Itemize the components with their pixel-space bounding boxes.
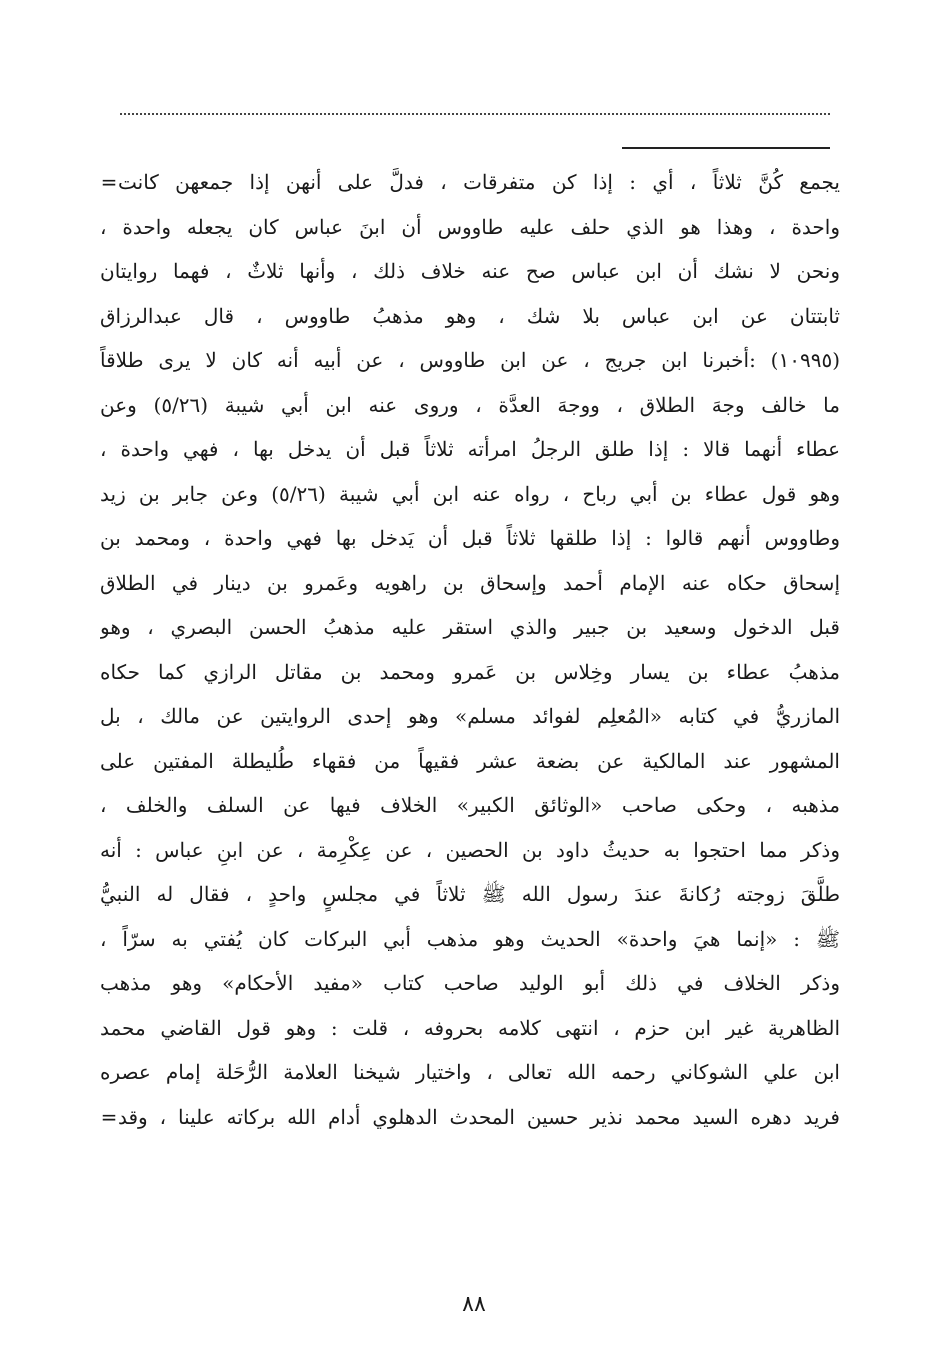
line-text: وذكر مما احتجوا به حديثُ داود بن الحصين ، عن عِكْرِمة ، عن ابنِ عباس : أنه bbox=[100, 837, 840, 862]
text-line bbox=[100, 1006, 840, 1051]
line-text: يجمع كُنَّ ثلاثاً ، أي : إذا كن متفرقات ، فدلَّ على أنهن إذا جمعهن كانت bbox=[118, 170, 840, 195]
page-number: ٨٨ bbox=[462, 1292, 486, 1317]
continuation-mark-end: = bbox=[100, 1104, 118, 1129]
line-text: عطاء أنهما قالا : إذا طلق الرجلُ امرأته ثلاثاً قبل أن يدخل بها ، فهي واحدة ، bbox=[100, 437, 840, 462]
line-text: المشهور عند المالكية عن بضعة عشر فقيهاً من فقهاء طُليطلة المفتين على bbox=[100, 748, 840, 773]
text-line bbox=[100, 694, 840, 739]
text-line bbox=[100, 917, 840, 962]
text-line bbox=[100, 1050, 840, 1095]
text-line bbox=[100, 650, 840, 695]
text-line bbox=[100, 516, 840, 561]
text-line bbox=[100, 338, 840, 383]
line-text: ما خالف وجهَ الطلاق ، ووجهَ العدَّة ، وروى عنه ابن أبي شيبة (٥/٢٦) وعن bbox=[100, 392, 840, 417]
line-text: وذكر الخلاف في ذلك أبو الوليد صاحب كتاب «مفيد الأحكام» وهو مذهب bbox=[100, 971, 840, 996]
line-text: فريد دهره السيد محمد نذير حسين المحدث الدهلوي أدام الله بركاته علينا ، وقد bbox=[118, 1104, 840, 1129]
line-text: المازريُّ في كتابه «المُعلِم لفوائد مسلم» وهو إحدى الروايتين عن مالك ، بل bbox=[100, 704, 840, 729]
text-line bbox=[100, 605, 840, 650]
text-line bbox=[100, 294, 840, 339]
text-line bbox=[100, 739, 840, 784]
text-line bbox=[100, 561, 840, 606]
line-text: (١٠٩٩٥) :أخبرنا ابن جريج ، عن ابن طاووس ، عن أبيه أنه كان لا يرى طلاقاً bbox=[100, 348, 840, 373]
text-line bbox=[100, 783, 840, 828]
footnote-separator-rule bbox=[622, 147, 830, 149]
text-line bbox=[100, 205, 840, 250]
text-line bbox=[100, 828, 840, 873]
text-line bbox=[100, 472, 840, 517]
text-line bbox=[100, 961, 840, 1006]
text-line bbox=[100, 249, 840, 294]
text-line bbox=[100, 872, 840, 917]
line-text: ﷺ : «إنما هيَ واحدة» الحديث وهو مذهب أبي البركات كان يُفتي به سرّاً ، bbox=[100, 926, 840, 951]
line-text: واحدة ، وهذا هو الذي حلف عليه طاووس أن ابنَ عباس كان يجعله واحدة ، bbox=[100, 214, 840, 239]
text-line bbox=[100, 1095, 840, 1140]
text-line bbox=[100, 160, 840, 205]
line-text: مذهبه ، وحكى صاحب «الوثائق الكبير» الخلاف فيها عن السلف والخلف ، bbox=[100, 793, 840, 818]
line-text: الظاهرية غير ابن حزم ، انتهى كلامه بحروفه ، قلت : وهو قول القاضي محمد bbox=[100, 1015, 840, 1040]
line-text: ثابتتان عن ابن عباس بلا شك ، وهو مذهبُ طاووس ، قال عبدالرزاق bbox=[100, 303, 840, 328]
line-text: وهو قول عطاء بن أبي رباح ، رواه عنه ابن أبي شيبة (٥/٢٦) وعن جابر بن زيد bbox=[100, 481, 840, 506]
line-text: إسحاق حكاه عنه الإمام أحمد وإسحاق بن راهويه وعَمرو بن دينار في الطلاق bbox=[100, 570, 840, 595]
line-text: وطاووس أنهم قالوا : إذا طلقها ثلاثاً قبل أن يَدخل بها فهي واحدة ، ومحمد بن bbox=[100, 526, 840, 551]
footnote-text-block bbox=[100, 160, 840, 1139]
line-text: مذهبُ عطاء بن يسار وخِلاس بن عَمرو ومحمد بن مقاتل الرازي كما حكاه bbox=[100, 659, 840, 684]
text-line bbox=[100, 383, 840, 428]
line-text: ابن علي الشوكاني رحمه الله تعالى ، واختيار شيخنا العلامة الرُّحَلة إمام عصره bbox=[100, 1060, 840, 1085]
line-text: ونحن لا نشك أن ابن عباس صح عنه خلاف ذلك ، وأنها ثلاثٌ ، فهما روايتان bbox=[100, 259, 840, 284]
continuation-mark-start: = bbox=[100, 170, 118, 195]
line-text: قبل الدخول وسعيد بن جبير والذي استقر عليه مذهبُ الحسن البصري ، وهو bbox=[100, 615, 840, 640]
header-dotted-rule bbox=[120, 113, 830, 115]
line-text: طلَّقَ زوجته رُكانةَ عندَ رسول الله ﷺ ثلاثاً في مجلسٍ واحدٍ ، فقال له النبيُّ bbox=[100, 882, 840, 907]
text-line bbox=[100, 427, 840, 472]
